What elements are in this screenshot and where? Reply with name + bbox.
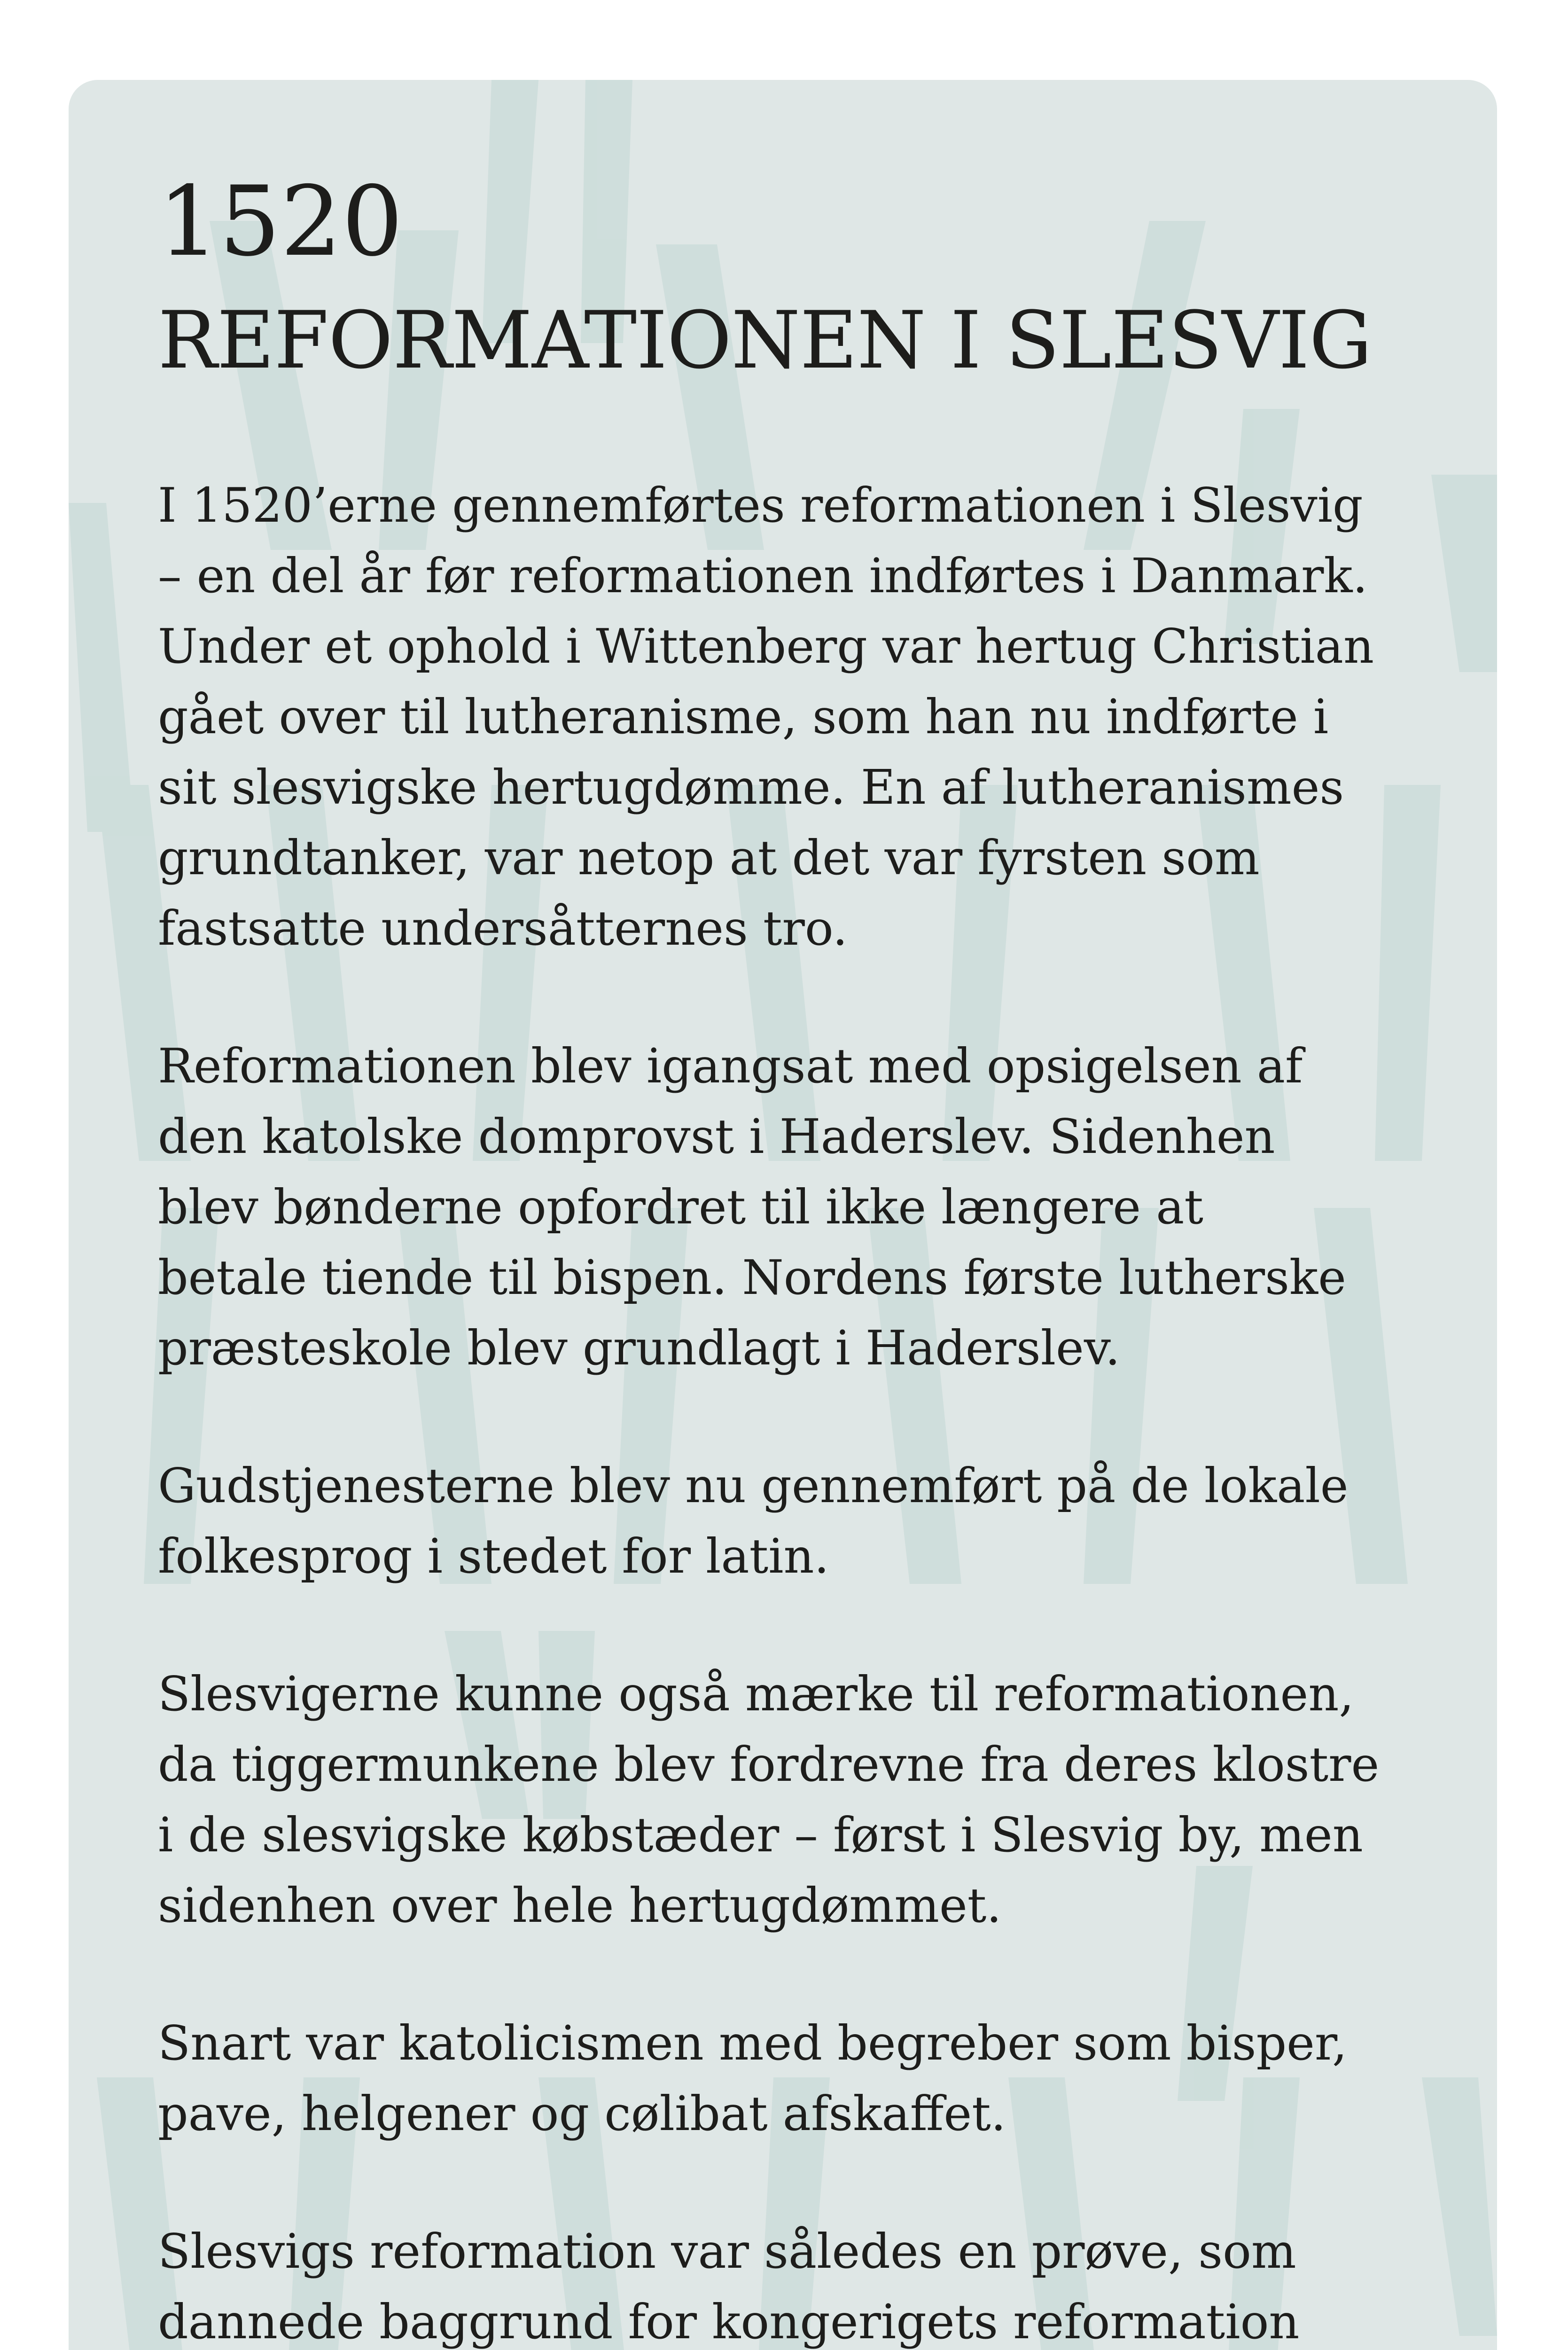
body-text [158,470,1455,2350]
text-line: folkesprog i stedet for latin. [158,1528,829,1584]
page-year: 1520 [158,166,403,278]
text-line: Slesvigerne kunne også mærke til reformationen, [158,1666,1354,1722]
paragraph [158,1450,1455,1591]
paragraph [158,2008,1455,2149]
text-line: sit slesvigske hertugdømme. En af lutheranismes [158,760,1344,815]
info-panel [69,80,1497,2350]
page-title: REFORMATIONEN I SLESVIG [158,294,1372,386]
paragraph [158,1031,1455,1383]
text-line: gået over til lutheranisme, som han nu indførte i [158,689,1329,744]
text-line: præsteskole blev grundlagt i Haderslev. [158,1320,1121,1376]
text-line: dannede baggrund for kongerigets reformation [158,2294,1300,2350]
text-line: Slesvigs reformation var således en prøve, som [158,2224,1296,2279]
text-line: – en del år før reformationen indførtes i Danmark. [158,548,1368,603]
text-line: blev bønderne opfordret til ikke længere at [158,1179,1203,1235]
text-line: grundtanker, var netop at det var fyrsten som [158,830,1260,885]
text-line: Snart var katolicismen med begreber som bisper, [158,2015,1348,2071]
text-line: Reformationen blev igangsat med opsigelsen af [158,1038,1303,1094]
paragraph [158,1659,1455,1941]
text-line: betale tiende til bispen. Nordens første lutherske [158,1250,1346,1305]
text-line: da tiggermunkene blev fordrevne fra deres klostre [158,1737,1380,1792]
text-line: I 1520’erne gennemførtes reformationen i Slesvig [158,478,1363,533]
text-line: Gudstjenesterne blev nu gennemført på de lokale [158,1458,1349,1513]
paragraph [158,2216,1455,2350]
paragraph [158,470,1455,964]
text-line: sidenhen over hele hertugdømmet. [158,1878,1002,1933]
text-line: Under et ophold i Wittenberg var hertug Christian [158,619,1374,674]
text-line: fastsatte undersåtternes tro. [158,901,848,956]
text-line: pave, helgener og cølibat afskaffet. [158,2086,1006,2141]
text-line: i de slesvigske købstæder – først i Slesvig by, men [158,1807,1363,1863]
text-line: den katolske domprovst i Haderslev. Sidenhen [158,1109,1275,1164]
